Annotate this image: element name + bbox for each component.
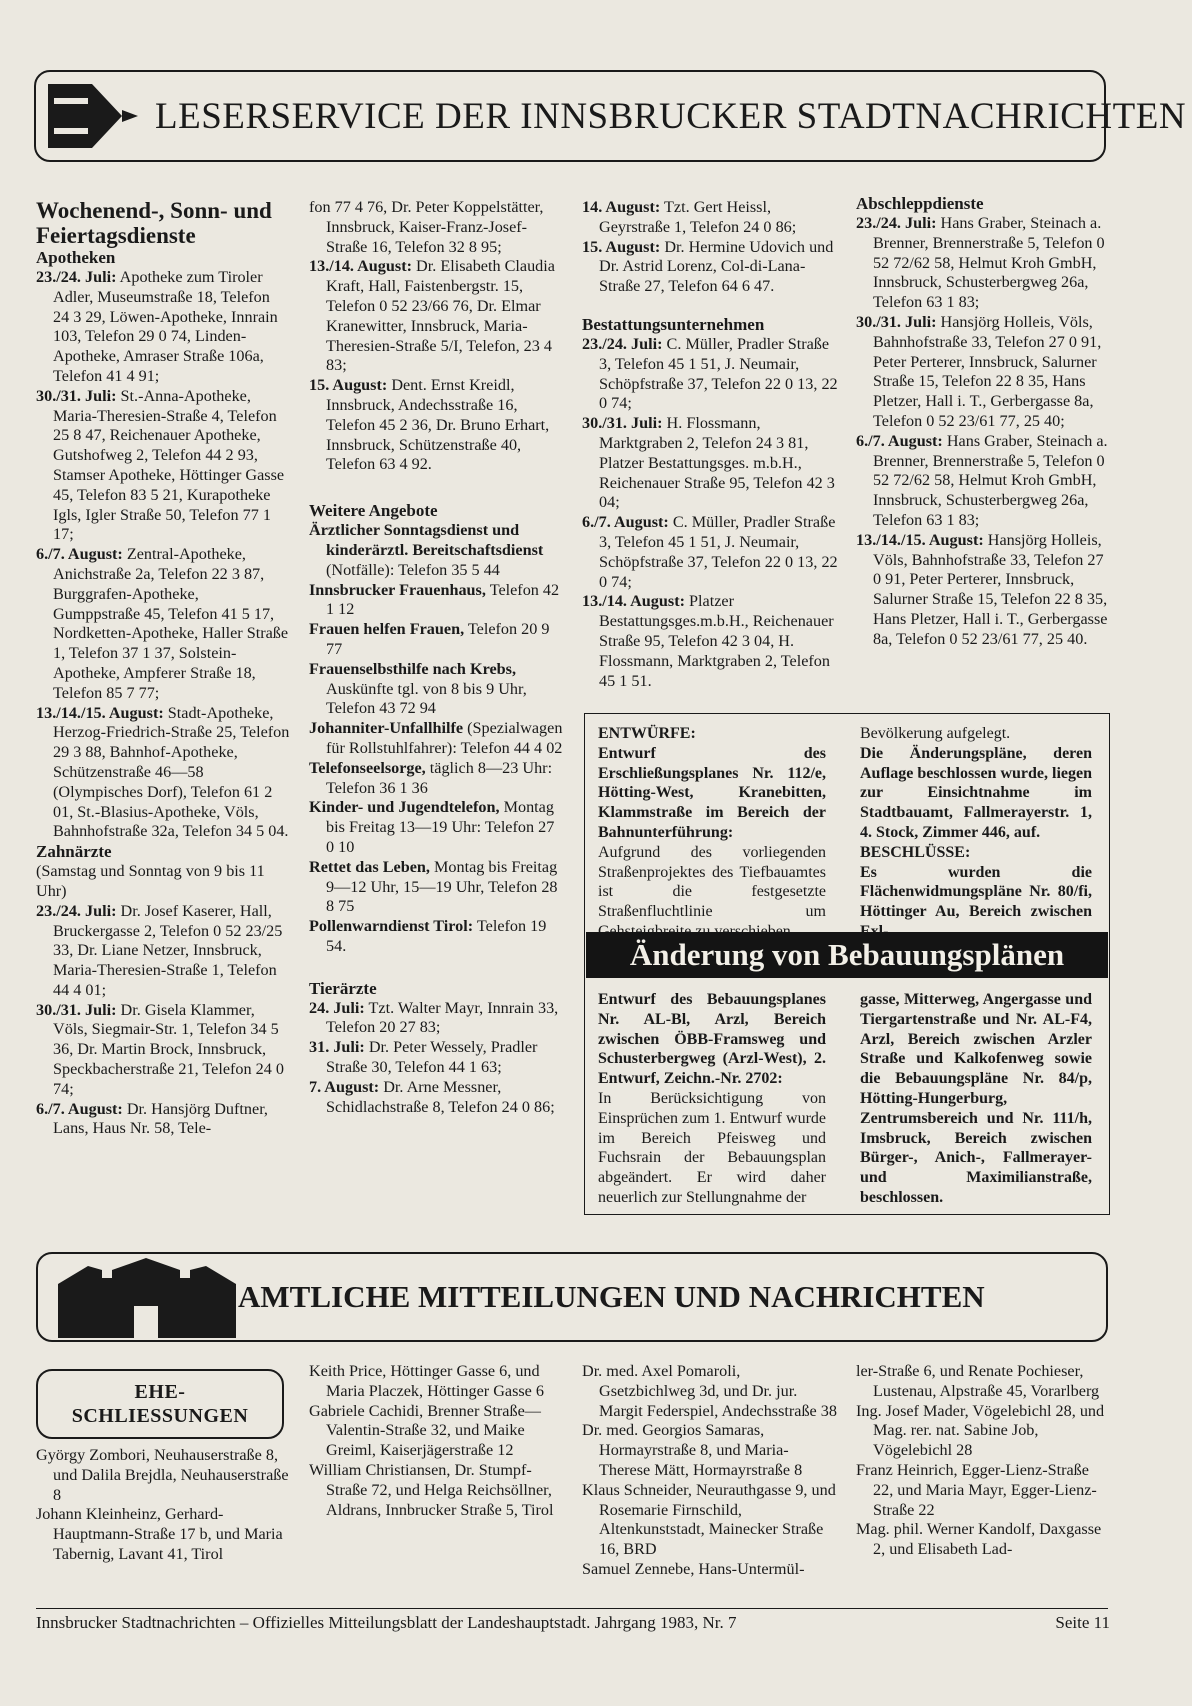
ehe-entry: William Christiansen, Dr. Stumpf-Straße 72, und Helga Reichsöllner, Aldrans, Innbrucker Straße 5, Tirol <box>309 1460 554 1519</box>
zahnaerzte-heading: Zahnärzte <box>36 842 112 862</box>
ehe-label-line2: SCHLIESSUNGEN <box>71 1405 249 1427</box>
page-number: Seite 11 <box>1055 1613 1110 1632</box>
tierarzt-entry: 14. August: Tzt. Gert Heissl, Geyrstraße 1, Telefon 24 0 86; <box>582 198 797 236</box>
entwurf-left-top <box>598 724 826 942</box>
abschlepp-heading: Abschleppdienste <box>856 194 984 213</box>
abschlepp-entry: 23./24. Juli: Hans Graber, Steinach a. Brenner, Brennerstraße 5, Telefon 0 52 72/62 58, Helmut Kroh GmbH, Innsbruck, Schusterbergweg 26a, Telefon 63 1 83; <box>856 214 1105 312</box>
tierarzt-entry: 24. Juli: Tzt. Walter Mayr, Innrain 33, Telefon 20 27 83; <box>309 998 559 1037</box>
entwurf-right-bottom <box>860 990 1092 1208</box>
footer-publication: Innsbrucker Stadtnachrichten – Offizielles Mitteilungsblatt der Landeshauptstadt. Jahrgang 1983, Nr. 7 <box>36 1613 737 1632</box>
angebot-entry: Telefonseelsorge, täglich 8—23 Uhr: Telefon 36 1 36 <box>309 758 553 797</box>
bestattung-entry: 6./7. August: C. Müller, Pradler Straße 3, Telefon 45 1 51, J. Neumair, Schöpfstraße 37, Telefon 22 0 13, 22 0 74; <box>582 513 838 591</box>
bebauungsplan-title-bar: Änderung von Bebauungsplänen <box>586 932 1108 978</box>
column-4 <box>856 194 1112 650</box>
ehe-entry: Gabriele Cachidi, Brenner Straße—Valentin-Straße 32, und Maike Greiml, Kaiserjägerstraße 12 <box>309 1401 541 1460</box>
zahnarzt-continued: fon 77 4 76, Dr. Peter Koppelstätter, Innsbruck, Kaiser-Franz-Josef-Straße 16, Telefon 32 8 95; <box>309 198 544 256</box>
tierarzt-entry: 31. Juli: Dr. Peter Wessely, Pradler Straße 30, Telefon 44 1 63; <box>309 1038 538 1077</box>
amtliche-title: AMTLICHE MITTEILUNGEN UND NACHRICHTEN <box>238 1279 985 1314</box>
column-2 <box>309 198 563 1117</box>
zahnarzt-entry: 6./7. August: Dr. Hansjörg Duftner, Lans, Haus Nr. 58, Tele- <box>36 1099 268 1138</box>
ehe-column-4 <box>856 1362 1112 1560</box>
ehe-entry: Dr. med. Georgios Samaras, Hormayrstraße 8, und Maria-Therese Mätt, Hormayrstraße 8 <box>582 1421 803 1479</box>
apotheke-entry: 13./14./15. August: Stadt-Apotheke, Herzog-Friedrich-Straße 25, Telefon 29 3 88, Bahnhof-Apotheke, Schützenstraße 46—58 (Olympisches Dorf), Telefon 61 2 01, St.-Blasius-Apotheke, Völs, Bahnhofstraße 32a, Telefon 34 5 04. <box>36 703 290 841</box>
tieraerzte-heading: Tierärzte <box>309 978 377 998</box>
zahnaerzte-note: (Samstag und Sonntag von 9 bis 11 Uhr) <box>36 862 265 900</box>
angebot-entry: Pollenwarndienst Tirol: Telefon 19 54. <box>309 917 547 955</box>
ehe-entry: Klaus Schneider, Neurauthgasse 9, und Rosemarie Firnschild, Altenkunststadt, Mainecker Straße 16, BRD <box>582 1480 836 1559</box>
tierarzt-entry: 15. August: Dr. Hermine Udovich und Dr. Astrid Lorenz, Col-di-Lana-Straße 27, Telefon 64 6 47. <box>582 237 834 296</box>
abschlepp-entry: 13./14./15. August: Hansjörg Holleis, Völs, Bahnhofstraße 33, Telefon 27 0 91, Peter Perterer, Innsbruck, Salurner Straße 15, Telefon 22 8 35, Hans Pletzer, Hall i. T., Gerbergasse 8a, Telefon 0 52 23/61 77, 25 40. <box>856 530 1108 648</box>
pencil-logo-icon <box>48 80 158 152</box>
entwurf-bebauung-title: Entwurf des Bebauungsplanes Nr. AL-Bl, Arzl, Bereich zwischen ÖBB-Framsweg und Schusterbergweg (Arzl-West), 2. Entwurf, Zeichn.-Nr. 2702: <box>598 991 826 1088</box>
header-title: LESERSERVICE DER INNSBRUCKER STADTNACHRICHTEN <box>155 96 1187 137</box>
zahnarzt-entry: 30./31. Juli: Dr. Gisela Klammer, Völs, Siegmair-Str. 1, Telefon 34 5 36, Dr. Martin Brock, Innsbruck, Speckbacherstraße 21, Telefon 24 0 74; <box>36 1000 284 1098</box>
bestattung-entry: 13./14. August: Platzer Bestattungsges.m.b.H., Reichenauer Straße 95, Telefon 42 3 04, H. Flossmann, Marktgraben 2, Telefon 45 1 51. <box>582 592 834 690</box>
angebot-entry: Ärztlicher Sonntagsdienst und kinderärztl. Bereitschaftsdienst (Notfälle): Telefon 35 5 44 <box>309 521 544 579</box>
abschlepp-entry: 6./7. August: Hans Graber, Steinach a. Brenner, Brennerstraße 5, Telefon 0 52 72/62 58, Helmut Kroh GmbH, Innsbruck, Schusterbergweg 26a, Telefon 63 1 83; <box>856 431 1108 529</box>
entwurf-heading: ENTWÜRFE: <box>598 725 696 742</box>
zahnarzt-entry: 23./24. Juli: Dr. Josef Kaserer, Hall, Bruckergasse 2, Telefon 0 52 23/25 33, Dr. Liane Netzer, Innsbruck, Maria-Theresien-Straße 1, Telefon 44 4 01; <box>36 901 283 999</box>
ehe-entry: ler-Straße 6, und Renate Pochieser, Lustenau, Alpstraße 45, Vorarlberg <box>856 1362 1100 1400</box>
entwurf-text: Aufgrund des vorliegenden Straßenprojektes des Tiefbauamtes ist die festgesetzte Straßenfluchtlinie um <box>598 843 826 921</box>
section-title: Wochenend-, Sonn- und Feiertagsdienste <box>36 198 272 248</box>
angebot-entry: Frauen helfen Frauen, Telefon 20 9 77 <box>309 620 550 658</box>
zahnarzt-entry: 13./14. August: Dr. Elisabeth Claudia Kraft, Hall, Faistenbergstr. 15, Telefon 0 52 23/66 76, Dr. Elmar Kranewitter, Innsbruck, Maria-Theresien-Straße 5/I, Telefon, 23 4 83; <box>309 257 555 375</box>
ehe-entry: Mag. phil. Werner Kandolf, Daxgasse 2, und Elisabeth Lad- <box>856 1520 1102 1559</box>
angebot-entry: Rettet das Leben, Montag bis Freitag 9—12 Uhr, 15—19 Uhr, Telefon 28 8 75 <box>309 857 558 916</box>
column-1 <box>36 198 290 1139</box>
eheschliessungen-box <box>36 1369 284 1439</box>
ehe-column-2 <box>309 1362 563 1520</box>
abschlepp-entry: 30./31. Juli: Hansjörg Holleis, Völs, Bahnhofstraße 33, Telefon 27 0 91, Peter Perterer, Innsbruck, Salurner Straße 15, Telefon 22 8 35, Hans Pletzer, Hall i. T., Gerbergasse 8a, Telefon 0 52 23/61 77, 25 40; <box>856 312 1102 430</box>
entwurf-right-top <box>860 724 1092 942</box>
ehe-column-1 <box>36 1446 290 1565</box>
angebot-entry: Kinder- und Jugendtelefon, Montag bis Freitag 13—19 Uhr: Telefon 27 0 10 <box>309 798 555 856</box>
ehe-entry: Franz Heinrich, Egger-Lienz-Straße 22, und Maria Mayr, Egger-Lienz-Straße 22 <box>856 1460 1097 1519</box>
bestattung-entry: 23./24. Juli: C. Müller, Pradler Straße 3, Telefon 45 1 51, J. Neumair, Schöpfstraße 37, Telefon 22 0 13, 22 0 74; <box>582 334 838 413</box>
ehe-label-line1: EHE- <box>134 1381 186 1403</box>
city-gate-logo-icon <box>58 1256 236 1338</box>
beschluss-bebauung-text: gasse, Mitterweg, Angergasse und Tiergartenstraße und Nr. AL-F4, Arzl, Bereich zwischen Arzler Straße und Kalkofenweg sowie die Bebauungspläne Nr. 84/p, Hötting-Hungerburg, Zentrumsbereich und Nr. 111/h, Imsbruck, Bereich zwischen Bürger-, Anich-, Fallmerayer- und Maximilianstraße, beschlossen. <box>860 991 1092 1206</box>
ehe-entry: Keith Price, Höttinger Gasse 6, und Maria Placzek, Höttinger Gasse 6 <box>309 1362 545 1400</box>
apotheken-heading: Apotheken <box>36 248 116 267</box>
angebot-entry: Innsbrucker Frauenhaus, Telefon 42 1 12 <box>309 580 560 619</box>
apotheke-entry: 30./31. Juli: St.-Anna-Apotheke, Maria-Theresien-Straße 4, Telefon 25 8 47, Reichenauer Apotheke, Gutshofweg 2, Telefon 44 2 93, Stamser Apotheke, Höttinger Gasse 45, Telefon 83 5 21, Kurapotheke Igls, Igler Straße 50, Telefon 77 1 17; <box>36 386 285 544</box>
bestattung-heading: Bestattungsunternehmen <box>582 314 765 334</box>
ehe-entry: Samuel Zennebe, Hans-Untermül- <box>582 1559 805 1578</box>
aenderung-text: Die Änderungspläne, deren Auflage beschlossen wurde, liegen zur Einsichtnahme im Stadtbauamt, Fallmerayerstr. 1, 4. Stock, Zimmer 446, auf. <box>860 744 1092 841</box>
apotheke-entry: 23./24. Juli: Apotheke zum Tiroler Adler, Museumstraße 18, Telefon 24 3 29, Löwen-Apotheke, Innrain 103, Telefon 29 0 74, Linden-Apotheke, Amraser Straße 106a, Telefon 41 4 91; <box>36 268 278 385</box>
zahnarzt-entry: 15. August: Dent. Ernst Kreidl, Innsbruck, Andechsstraße 16, Telefon 45 2 36, Dr. Bruno Erhart, Innsbruck, Schützenstraße 40, Telefon 63 4 92. <box>309 376 550 474</box>
beschluesse-heading: BESCHLÜSSE: <box>860 843 971 861</box>
ehe-entry: György Zombori, Neuhauserstraße 8, und Dalila Brejdla, Neuhauserstraße 8 <box>36 1446 289 1504</box>
angebot-entry: Johanniter-Unfallhilfe (Spezialwagen für Rollstuhlfahrer): Telefon 44 4 02 <box>309 719 563 757</box>
angebot-entry: Frauenselbsthilfe nach Krebs, Auskünfte tgl. von 8 bis 9 Uhr, Telefon 43 72 94 <box>309 659 527 718</box>
weitere-heading: Weitere Angebote <box>309 501 438 521</box>
aufgelegt-text: Bevölkerung aufgelegt. <box>860 725 1011 742</box>
ehe-entry: Johann Kleinheinz, Gerhard-Hauptmann-Straße 17 b, und Maria Tabernig, Lavant 41, Tirol <box>36 1505 283 1563</box>
ehe-entry: Dr. med. Axel Pomaroli, Gsetzbichlweg 3d, und Dr. jur. Margit Federspiel, Andechsstraße 38 <box>582 1362 837 1420</box>
apotheke-entry: 6./7. August: Zentral-Apotheke, Anichstraße 2a, Telefon 22 3 87, Burggrafen-Apotheke, Gumppstraße 45, Telefon 41 5 17, Nordketten-Apotheke, Haller Straße 1, Telefon 37 1 37, Solstein-Apotheke, Ampferer Straße 18, Telefon 85 7 77; <box>36 545 289 702</box>
footer-divider <box>36 1608 1108 1609</box>
tierarzt-entry: 7. August: Dr. Arne Messner, Schidlachstraße 8, Telefon 24 0 86; <box>309 1077 555 1116</box>
bestattung-entry: 30./31. Juli: H. Flossmann, Marktgraben 2, Telefon 24 3 81, Platzer Bestattungsges. m.b.H., Reichenauer Straße 95, Telefon 42 3 04; <box>582 414 835 512</box>
beschluesse-text: Es wurden die Flächenwidmungspläne Nr. 80/fi, Höttinger Au, Bereich zwischen <box>860 863 1092 921</box>
entwurf-title: Entwurf des Erschließungsplanes Nr. 112/e, Hötting-West, Kranebitten, Klammstraße im Bereich der Bahnunterführung: <box>598 744 826 841</box>
entwurf-left-bottom <box>598 990 826 1208</box>
ehe-column-3 <box>582 1362 838 1580</box>
entwurf-bebauung-text: In Berücksichtigung von Einsprüchen zum 1. Entwurf wurde im Bereich Pfeisweg und Fuchsrain der Bebauungsplan abgeändert. Er wird daher neuerlich zur Stellungnahme der <box>598 1089 826 1206</box>
column-3 <box>582 198 838 691</box>
ehe-entry: Ing. Josef Mader, Vögelebichl 28, und Mag. rer. nat. Sabine Job, Vögelebichl 28 <box>856 1401 1105 1460</box>
